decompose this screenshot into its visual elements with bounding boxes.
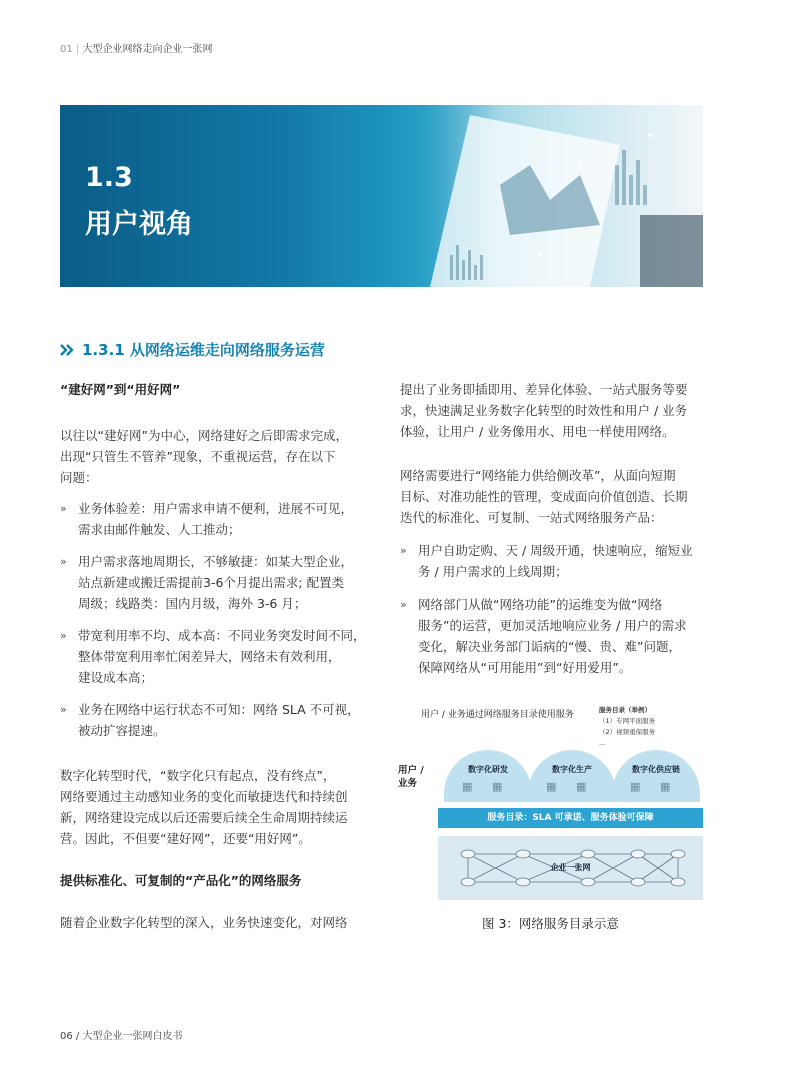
building-icon: ▦ [462,780,473,793]
chapter-number: 01 [60,44,73,55]
subheading: 提供标准化、可复制的“产品化”的网络服务 [60,873,302,888]
list-item: » 业务在网络中运行状态不可知：网络 SLA 不可视， 被动扩容提速。 [60,699,370,741]
running-header [60,40,212,55]
bullet-marker: » [60,555,67,568]
sla-bar: 服务目录：SLA 可承诺、服务体验可保障 [438,808,703,828]
bullet-marker: » [400,598,407,611]
subheading-block [60,870,370,891]
diagram-legend: 服务目录（举例） （1）专网平面服务 （2）视频重保服务 ... [599,706,656,747]
subheading: “建好网”到“用好网” [60,382,181,397]
header-separator: | [75,44,80,55]
list-item: » 用户自助定购、天 / 周级开通，快速响应，缩短业 务 / 用户需求的上线周期； [400,540,705,582]
page-footer: 06 / 大型企业一张网白皮书 [60,1031,183,1042]
double-chevron-icon [60,343,74,357]
paragraph: 随着企业数字化转型的深入，业务快速变化，对网络 [60,915,348,930]
building-icon: ▦ [546,780,557,793]
service-dome: 数字化研发 ▦ ▦ [444,750,532,802]
list-item: » 用户需求落地周期长，不够敏捷：如某大型企业， 站点新建或搬迁需提前3-6个月提出需求; 配置类 周级；线路类：国内月级，海外 3-6 月； [60,551,370,614]
paragraph: 以往以“建好网”为中心，网络建好之后即需求完成， 出现“只管生不管养”现象，不重视运营，存在以下 问题： [60,428,348,485]
paragraph: 网络需要进行“网络能力供给侧改革”，从面向短期 目标、对准功能性的管理，变成面向价值创造、长期 迭代的标准化、可复制、一站式网络服务产品： [400,468,688,525]
section-number: 1.3 [85,162,133,193]
section-heading [60,339,325,360]
user-label: 用户 / 业务 [398,765,424,789]
banner-photo [390,105,703,287]
building-icon: ▦ [576,780,587,793]
left-column [60,379,370,400]
list-item: » 网络部门从做“网络功能”的运维变为做“网络 服务”的运营，更加灵活地响应业务 / 用户的需求 变化，解决业务部门诟病的“慢、贵、难”问题， 保障网络从“可用能用”到“好用爱用”。 [400,594,705,678]
network-label: 企业一张网 [550,863,591,872]
building-icon: ▦ [660,780,671,793]
header-title: 大型企业网络走向企业一张网 [82,44,213,55]
service-dome: 数字化供应链 ▦ ▦ [612,750,700,802]
paragraph: 数字化转型时代，“数字化只有起点，没有终点”， 网络要通过主动感知业务的变化而敏捷迭代和持续创 新，网络建设完成以后还需要后续全生命周期持续运 营。因此，不但要“建好网”，还要“用好网”。 [60,768,348,846]
list-item: » 带宽利用率不均、成本高：不同业务突发时间不同， 整体带宽利用率忙闲差异大，网络未有效利用， 建设成本高； [60,625,370,688]
bullet-marker: » [60,502,67,515]
bullet-marker: » [60,703,67,716]
building-icon: ▦ [492,780,503,793]
list-item: » 业务体验差：用户需求申请不便利，进展不可见， 需求由邮件触发、人工推动； [60,498,370,540]
service-dome: 数字化生产 ▦ ▦ [528,750,616,802]
diagram-title: 用户 / 业务通过网络服务目录使用服务 [421,710,574,720]
paragraph: 提出了业务即插即用、差异化体验、一站式服务等要 求，快速满足业务数字化转型的时效性和用户 / 业务 体验，让用户 / 业务像用水、用电一样使用网络。 [400,382,688,439]
bullet-marker: » [60,629,67,642]
chapter-title: 用户视角 [85,209,193,240]
building-icon: ▦ [630,780,641,793]
figure-caption: 图 3：网络服务目录示意 [482,916,619,931]
bullet-marker: » [400,544,407,557]
section-title: 1.3.1 从网络运维走向网络服务运营 [82,341,325,359]
chapter-banner [60,105,703,287]
network-box [438,836,703,900]
